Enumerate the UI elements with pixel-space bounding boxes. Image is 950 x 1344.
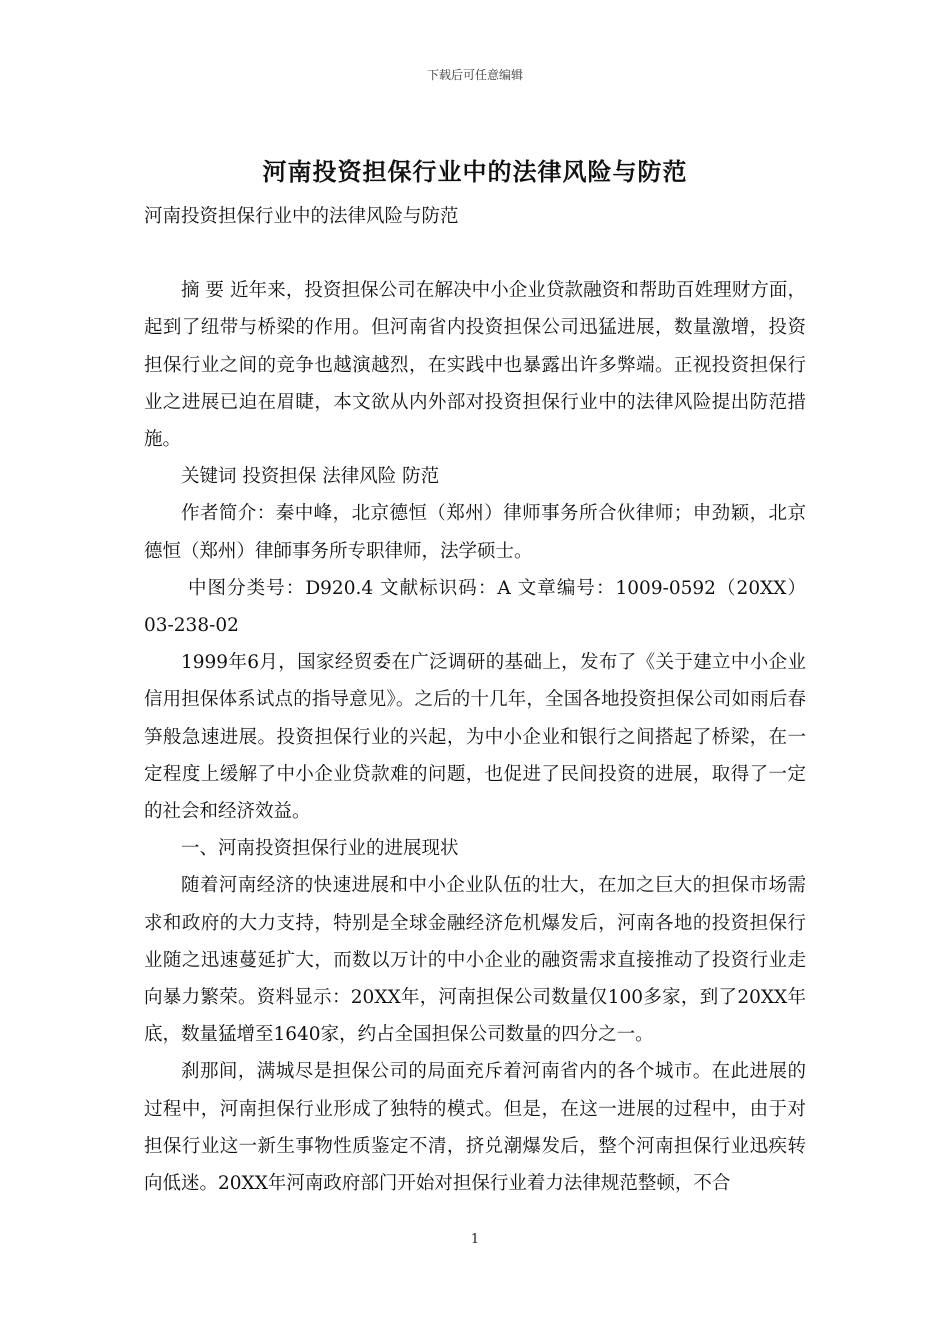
blank-line: [144, 235, 806, 272]
page-header: 下载后可任意编辑: [426, 68, 523, 82]
body-paragraph-1: 1999年6月，国家经贸委在广泛调研的基础上，发布了《关于建立中小企业信用担保体系试点的指导意见》。之后的十几年，全国各地投资担保公司如雨后春笋般急速进展。投资担保行业的兴起，为中小企业和银行之间搭起了桥梁，在一定程度上缓解了中小企业贷款难的问题，也促进了民间投资的进展，取得了一定的社会和经济效益。: [144, 652, 806, 823]
body-paragraph-3: 刹那间，满城尽是担保公司的局面充斥着河南省内的各个城市。在此进展的过程中，河南担保行业形成了独特的模式。但是，在这一进展的过程中，由于对担保行业这一新生事物性质鉴定不清，挤兑潮爆发后，整个河南担保行业迅疾转向低迷。20XX年河南政府部门开始对担保行业着力法律规范整顿，不合: [144, 1061, 806, 1195]
author-paragraph: 作者简介：秦中峰，北京德恒（郑州）律师事务所合伙律师；申劲颖，北京德恒（郑州）律師事务所专职律师，法学硕士。: [144, 503, 806, 562]
document-title: 河南投资担保行业中的法律风险与防范: [262, 157, 688, 186]
document-subtitle: 河南投资担保行业中的法律风险与防范: [144, 206, 459, 227]
body-paragraph-2: 随着河南经济的快速进展和中小企业队伍的壮大，在加之巨大的担保市场需求和政府的大力支持，特别是全球金融经济危机爆发后，河南各地的投资担保行业随之迅速蔓延扩大，而数以万计的中小企业的融资需求直接推动了投资行业走向暴力繁荣。资料显示：20XX年，河南担保公司数量仅100多家，到了20XX年底，数量猛增至1640家，约占全国担保公司数量的四分之一。: [144, 875, 806, 1046]
abstract-paragraph: 摘 要 近年来，投资担保公司在解决中小企业贷款融资和帮助百姓理财方面，起到了纽带与桥梁的作用。但河南省内投资担保公司迅猛进展，数量激增，投资担保行业之间的竞争也越演越烈，在实践中也暴露出许多弊端。正视投资担保行业之进展已迫在眉睫，本文欲从内外部对投资担保行业中的法律风险提出防范措施。: [144, 280, 806, 451]
page-number: 1: [470, 1232, 480, 1247]
keywords-paragraph: 关键词 投资担保 法律风险 防范: [181, 466, 440, 488]
section-heading-1: 一、河南投资担保行业的进展现状: [181, 838, 459, 860]
classification-paragraph: 中图分类号：D920.4 文献标识码：A 文章编号：1009-0592（20XX）03-238-02: [144, 577, 806, 637]
document-body: [144, 198, 806, 1202]
